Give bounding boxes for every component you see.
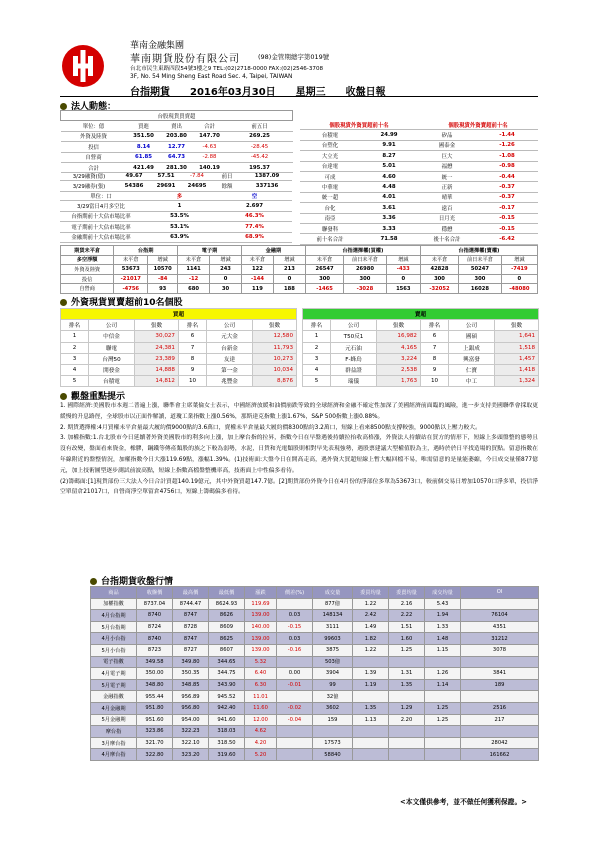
table-row: 統一超 4.01 晴華 -0.37 — [300, 192, 538, 202]
bullet-icon — [60, 299, 67, 306]
table-row: 4 群益證 2,538 9 仁寶 1,418 — [303, 364, 539, 375]
margin-table — [60, 171, 292, 192]
sell-title: 賣超 — [303, 309, 539, 320]
table-row: 投信 8.14 12.77 -4.63 -28.45 — [61, 142, 293, 152]
table-row: 5 台積電 14,812 10 兆豐金 8,876 — [61, 376, 297, 387]
table-row: 中華電 4.48 正新 -0.37 — [300, 182, 538, 192]
sell-top10-table — [302, 308, 539, 387]
table-row: 金融指數 955.44 956.89 945.52 11.01 32億 — [91, 691, 539, 703]
spot-buysell-table — [60, 110, 293, 173]
long-short-table — [60, 191, 292, 243]
table-row: 4月摩台指 322.80 323.20 319.60 5.20 58840 161662 — [91, 749, 539, 761]
table-row: 5月電子期 348.80 348.85 343.90 6.30 -0.01 99 1.19 1.35 1.14 189 — [91, 679, 539, 691]
table-row: 電子指數 349.58 349.80 344.65 5.32 503億 — [91, 656, 539, 668]
paragraph: 1. 國際經濟:美國股市本週二普遍上漲，聯準會主席葉倫女士表示，中國經濟放緩和油價崩跌等致的全球經濟和金融不確定性加深了美國經濟前面臨的風險，進一步支持美國聯準會採取更緩慢的升息路徑，全球股市以正面作解讀，道瓊工業指數上漲0.56%，那斯達克指數上漲1.67%，S&P 500指數上漲0.88%。 — [60, 403, 538, 420]
paragraph: 3. 加權指數:1.台北股市今日延續著外資美國股市的利多向上漲，加上摩台指的拉昇，指數今日在早盤遇後持續拉抬收高格漲，外資法人持續站在買方的情形下，短線上多頭盤整的態勢且沒有改變，盤面看來資金，橡膠，鋼鐵等傳產類股的族之下較為弱勢，水泥，日貨和光電類股則相對早先表現強勢，遇股票建議大型權值股為主，遇時於於日平找造場的買點。留意指數在年線附近的盤整情況，加權指數今日大漲119.69點，漲幅1.39%。(1)技術面:大盤今日在開高走高，遇外資大買超短線上暫大幅回檔不易，唯需留意的是量能萎縮，今日成交量僅877億元，加上技術圖型逐步測試前波高點，短線上指數高檔盤整機率高，技術面上中性偏多看待。 — [60, 435, 538, 474]
table-row: 可成 4.60 統一 -0.44 — [300, 171, 538, 181]
table-row: 4 開發金 14,888 9 第一金 10,034 — [61, 364, 297, 375]
company-name: 華南期貨股份有限公司 — [130, 54, 240, 65]
section-view: 觀盤重點提示 — [60, 389, 125, 402]
header-rule — [60, 96, 538, 97]
company-logo — [60, 44, 106, 88]
buy-top10-table — [60, 308, 297, 387]
paragraph: 2. 期貨選擇權:4月買權未平倉量最大履約價9000點約3.6萬口，賣權未平倉量最大履約價8300點約3.2萬口，短線上看來8500點支撐較強，9000點以上壓力較大。 — [60, 424, 481, 431]
table-row: 4月小台指 8740 8747 8625 139.00 0.03 99603 1.82 1.60 1.48 31212 — [91, 633, 539, 645]
table-row: 3/29融資(億) 49.67 57.51 -7.84 前日 1387.09 — [60, 171, 292, 181]
table-head: 單位：億 買進 賣出 合計 前五日 — [61, 121, 293, 131]
table-row: 3/29當日4月多空比 1 2.697 — [60, 201, 292, 211]
table-row: 電子期前十大佔市場比率 53.1% 77.4% — [60, 222, 292, 232]
table-row: 台積電 24.99 矽品 -1.44 — [300, 130, 538, 140]
table-row: 自營商 -4756 93 680 30 119 188 -1465 -3028 1563 -32052 16028 -48080 — [61, 284, 538, 294]
table-row: 南亞 3.36 日月光 -0.15 — [300, 213, 538, 223]
table-caption: 台股現貨買賣超 — [61, 111, 293, 121]
table-row: 聯發科 3.33 穩懋 -0.15 — [300, 223, 538, 233]
report-title: 台指期貨 2016年03月30日 星期三 收盤日報 — [130, 87, 386, 98]
table-row: 4月電子期 350.00 350.35 344.75 6.40 0.00 3904 1.39 1.31 1.26 3841 — [91, 668, 539, 680]
table-row: 摩台指 323.86 322.23 318.03 4.62 — [91, 726, 539, 738]
paragraph: (2)籌碼面:[1]現貨部份三大法人今日合計買超140.19億元，其中外資買超147.7億。[2]期貨部份外資今日在4月份的淨部位多單為53673口，較前個交易日增加10570口淨多單，投信淨空單留倉21017口，自營商淨空單留倉4756口，短線上籌碼偏多看待。 — [60, 478, 538, 496]
bullet-icon — [60, 103, 67, 110]
table-head: 期貨未平倉 台指期 電子期 金融期 台指選擇權(買權) 台指選擇權(賣權) — [61, 246, 538, 256]
table-row: 投信 -21017 -84 -12 0 -144 0 300 300 0 300 300 0 — [61, 274, 538, 284]
table-row: 台化 3.61 遠百 -0.17 — [300, 203, 538, 213]
table-row: 自營商 61.85 64.73 -2.88 -45.42 — [61, 152, 293, 162]
table-row: 5 瑞儀 1,763 10 中工 1,324 — [303, 376, 539, 387]
open-interest-table — [60, 245, 538, 294]
table-row: 合計 421.49 281.30 140.19 195.37 — [61, 162, 293, 172]
table-row: 1 中信金 30,027 6 元大金 12,580 — [61, 331, 297, 342]
section-quote: 台指期貨收盤行情 — [90, 574, 173, 587]
table-head: 多空淨額 未平倉 增減 未平倉 增減 未平倉 增減 未平倉 前日未平倉 增減 未平倉 前日未平倉 增減 — [61, 255, 538, 265]
stock-foreign-table — [300, 120, 538, 245]
disclaimer: <本文僅供參考，並不做任何獲利保證。> — [400, 798, 527, 806]
buy-title: 買超 — [61, 309, 297, 320]
section-top10: 外資現貨買賣超前10名個股 — [60, 295, 183, 308]
table-head: 排名 公司 張數 排名 公司 張數 — [61, 320, 297, 331]
section-legal: 法人動態： — [60, 99, 116, 112]
bullet-icon — [90, 578, 97, 585]
table-row: 台達電 5.01 福懋 -0.98 — [300, 161, 538, 171]
table-row: 台指期前十大佔市場比率 53.5% 46.3% — [60, 211, 292, 221]
table-row: 2 聯電 24,381 7 台新金 11,793 — [61, 342, 297, 353]
table-row: 5月小台指 8723 8727 8607 139.00 -0.16 3875 1.22 1.25 1.15 3078 — [91, 644, 539, 656]
table-row: 外資及陸資 53673 10570 1141 243 122 213 26547 26980 -433 42828 50247 -7419 — [61, 265, 538, 275]
table-head: 單位：口 多 空 — [60, 191, 292, 201]
table-head: 商品 收盤價 最高價 最低價 漲跌 價差(%) 成交量 委買均量 委賣均量 成交均量 OI — [91, 587, 539, 599]
table-head: 排名 公司 張數 排名 公司 張數 — [303, 320, 539, 331]
group-name: 華南金融集團 — [130, 41, 185, 51]
address-zh: 台北市民生東路四段54號3樓之9 TEL:(02)2718-0000 FAX:(02)2546-3708 — [130, 66, 324, 72]
bullet-icon — [60, 393, 67, 400]
table-row: 前十名合計 71.58 後十名合計 -6.42 — [300, 234, 538, 244]
table-row: 3 F-蜂鳥 3,224 8 興富發 1,457 — [303, 353, 539, 364]
table-row: 3/29融券(張) 54386 29691 24695 餘額 337136 — [60, 181, 292, 191]
table-row: 3 台灣50 23,389 8 友達 10,273 — [61, 353, 297, 364]
table-row: 4月台指期 8740 8747 8626 139.00 0.03 148134 2.42 2.22 1.94 76104 — [91, 610, 539, 622]
address-en: 3F, No. 54 Ming Sheng East Road Sec. 4, Taipei, TAIWAN — [130, 74, 293, 80]
table-row: 外資及陸資 351.50 203.80 147.70 269.25 — [61, 131, 293, 141]
table-row: 大立光 8.27 巨大 -1.08 — [300, 151, 538, 161]
commentary — [60, 401, 538, 498]
table-row: 3月摩台指 321.70 322.10 318.50 4.20 17573 28042 — [91, 737, 539, 749]
closing-quote-table — [90, 586, 539, 761]
table-row: 5月金融期 951.60 954.00 941.60 12.00 -0.04 159 1.13 2.20 1.25 217 — [91, 714, 539, 726]
table-row: 1 T50反1 16,982 6 國碩 1,641 — [303, 331, 539, 342]
table-row: 金融期前十大佔市場比率 63.9% 68.9% — [60, 232, 292, 242]
table-head: 個股現貨外資買超前十名 個股現貨外資賣超前十名 — [300, 120, 538, 130]
table-row: 加權指數 8737.04 8744.47 8624.93 119.69 877億 1.22 2.16 5.43 — [91, 598, 539, 610]
table-row: 台塑化 9.91 國泰金 -1.26 — [300, 140, 538, 150]
table-row: 5月台指期 8724 8728 8609 140.00 -0.15 3111 1.49 1.51 1.33 4351 — [91, 621, 539, 633]
table-row: 2 元石油 4,165 7 上銀成 1,518 — [303, 342, 539, 353]
table-row: 4月金融期 951.80 956.80 942.40 11.60 -0.02 3602 1.35 1.29 1.25 2516 — [91, 702, 539, 714]
license-no: (98)金管期總字第019號 — [258, 53, 330, 61]
